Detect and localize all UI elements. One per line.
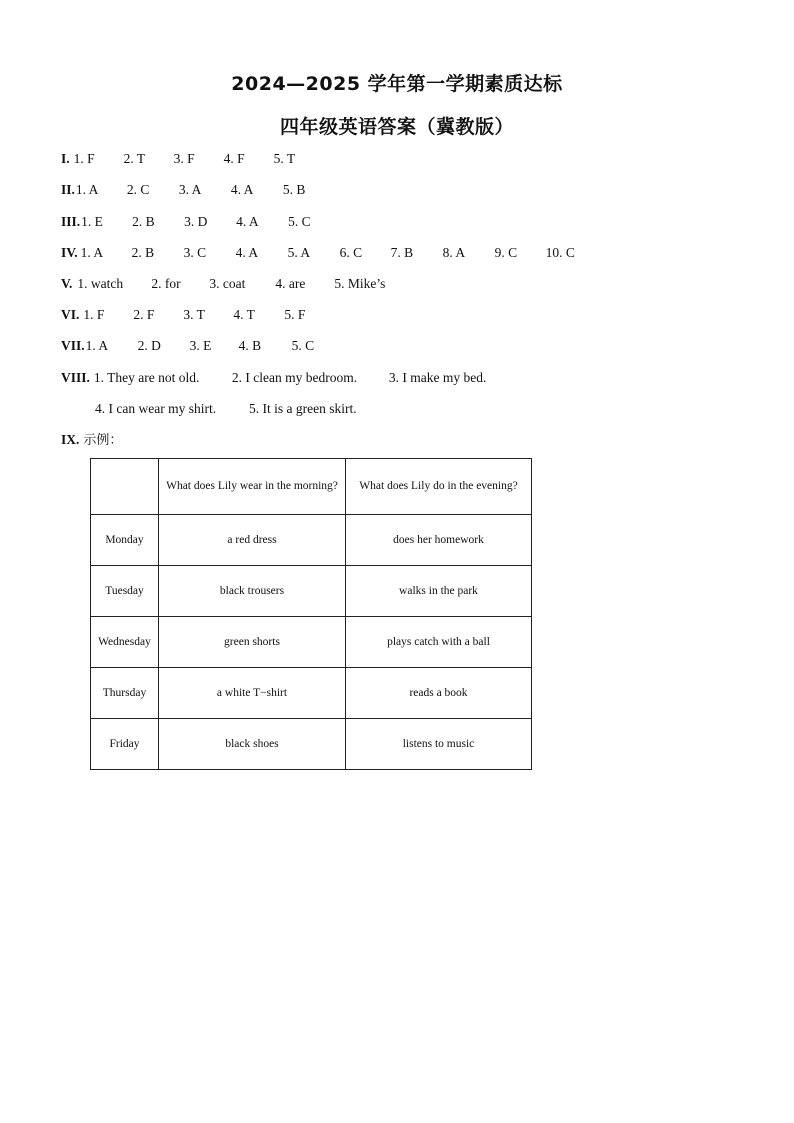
table-cell: Thursday xyxy=(91,668,159,719)
answer-row-v xyxy=(61,275,385,293)
table-header-cell xyxy=(91,459,159,515)
answer: 2. C xyxy=(126,182,150,197)
answer: 1. F xyxy=(83,307,105,322)
table-cell: Wednesday xyxy=(91,617,159,668)
section-number: VI. xyxy=(61,307,80,322)
answer: 3. E xyxy=(189,338,212,353)
section-number: II. xyxy=(61,182,75,197)
answer: 5. C xyxy=(291,338,315,353)
answer: 5. It is a green skirt. xyxy=(249,401,357,416)
answer: 5. F xyxy=(284,307,306,322)
table-cell: black shoes xyxy=(159,719,346,770)
section-number: VIII. xyxy=(61,370,90,385)
answer: 3. A xyxy=(178,182,202,197)
table-row xyxy=(91,617,532,668)
table-header-cell: What does Lily do in the evening? xyxy=(346,459,532,515)
table-row xyxy=(91,515,532,566)
table-cell: reads a book xyxy=(346,668,532,719)
table-row xyxy=(91,566,532,617)
answer: 5. Mike’s xyxy=(334,276,386,291)
answer: 5. T xyxy=(273,151,296,166)
section-number: I. xyxy=(61,151,70,166)
answer: 3. T xyxy=(183,307,205,322)
answer-row-vi xyxy=(61,306,305,324)
section-number: III. xyxy=(61,214,81,229)
answer-row-iv xyxy=(61,244,575,262)
answer: 1. A xyxy=(75,182,99,197)
table-cell: Tuesday xyxy=(91,566,159,617)
table-cell: listens to music xyxy=(346,719,532,770)
answer: 6. C xyxy=(339,245,363,260)
section-number: IX. xyxy=(61,432,80,447)
answer: 1. F xyxy=(73,151,95,166)
answer-row-iii xyxy=(61,213,311,231)
table-header-cell: What does Lily wear in the morning? xyxy=(159,459,346,515)
answer: 1. A xyxy=(85,338,109,353)
answer: 2. B xyxy=(132,214,155,229)
table-row xyxy=(91,719,532,770)
table-cell: Monday xyxy=(91,515,159,566)
answer: 10. C xyxy=(545,245,575,260)
answer: 2. B xyxy=(131,245,155,260)
answer: 4. B xyxy=(238,338,262,353)
answer: 9. C xyxy=(494,245,518,260)
answer: 4. are xyxy=(275,276,306,291)
answer: 3. I make my bed. xyxy=(388,370,487,385)
table-cell: plays catch with a ball xyxy=(346,617,532,668)
table-cell: a white T−shirt xyxy=(159,668,346,719)
example-label: 示例： xyxy=(83,433,123,448)
table-row xyxy=(91,668,532,719)
table-cell: black trousers xyxy=(159,566,346,617)
answer: 3. D xyxy=(184,214,208,229)
lily-schedule-table xyxy=(90,458,532,770)
answer-row-viii-continued xyxy=(95,400,357,418)
answer: 2. F xyxy=(133,307,155,322)
answer: 3. F xyxy=(173,151,195,166)
answer: 1. watch xyxy=(77,276,124,291)
table-cell: green shorts xyxy=(159,617,346,668)
table-cell: a red dress xyxy=(159,515,346,566)
answer: 3. C xyxy=(183,245,207,260)
answer: 2. T xyxy=(123,151,146,166)
answer: 7. B xyxy=(390,245,414,260)
answer: 4. I can wear my shirt. xyxy=(95,401,217,416)
answer: 1. They are not old. xyxy=(93,370,200,385)
table-cell: Friday xyxy=(91,719,159,770)
section-number: IV. xyxy=(61,245,78,260)
table-cell: does her homework xyxy=(346,515,532,566)
answer: 4. A xyxy=(235,245,259,260)
answer: 5. C xyxy=(288,214,311,229)
document-title: 2024—2025 学年第一学期素质达标 xyxy=(231,73,563,95)
answer-row-ii xyxy=(61,181,305,199)
answer-row-vii xyxy=(61,337,314,355)
answer: 1. A xyxy=(80,245,104,260)
answer: 4. A xyxy=(236,214,259,229)
table-cell: walks in the park xyxy=(346,566,532,617)
answer: 4. A xyxy=(230,182,254,197)
answer: 2. I clean my bedroom. xyxy=(231,370,358,385)
answer: 2. D xyxy=(137,338,161,353)
answer-row-ix xyxy=(61,431,122,450)
table-header-row xyxy=(91,459,532,515)
answer: 5. A xyxy=(287,245,311,260)
answer: 3. coat xyxy=(209,276,246,291)
section-number: VII. xyxy=(61,338,85,353)
answer-row-viii xyxy=(61,369,486,387)
answer-row-i xyxy=(61,150,295,168)
answer: 2. for xyxy=(151,276,181,291)
answer: 1. E xyxy=(81,214,103,229)
answer: 4. T xyxy=(233,307,255,322)
section-number: V. xyxy=(61,276,73,291)
answer: 8. A xyxy=(442,245,466,260)
answer: 5. B xyxy=(282,182,306,197)
answer: 4. F xyxy=(223,151,245,166)
document-subtitle: 四年级英语答案（冀教版） xyxy=(279,116,514,138)
